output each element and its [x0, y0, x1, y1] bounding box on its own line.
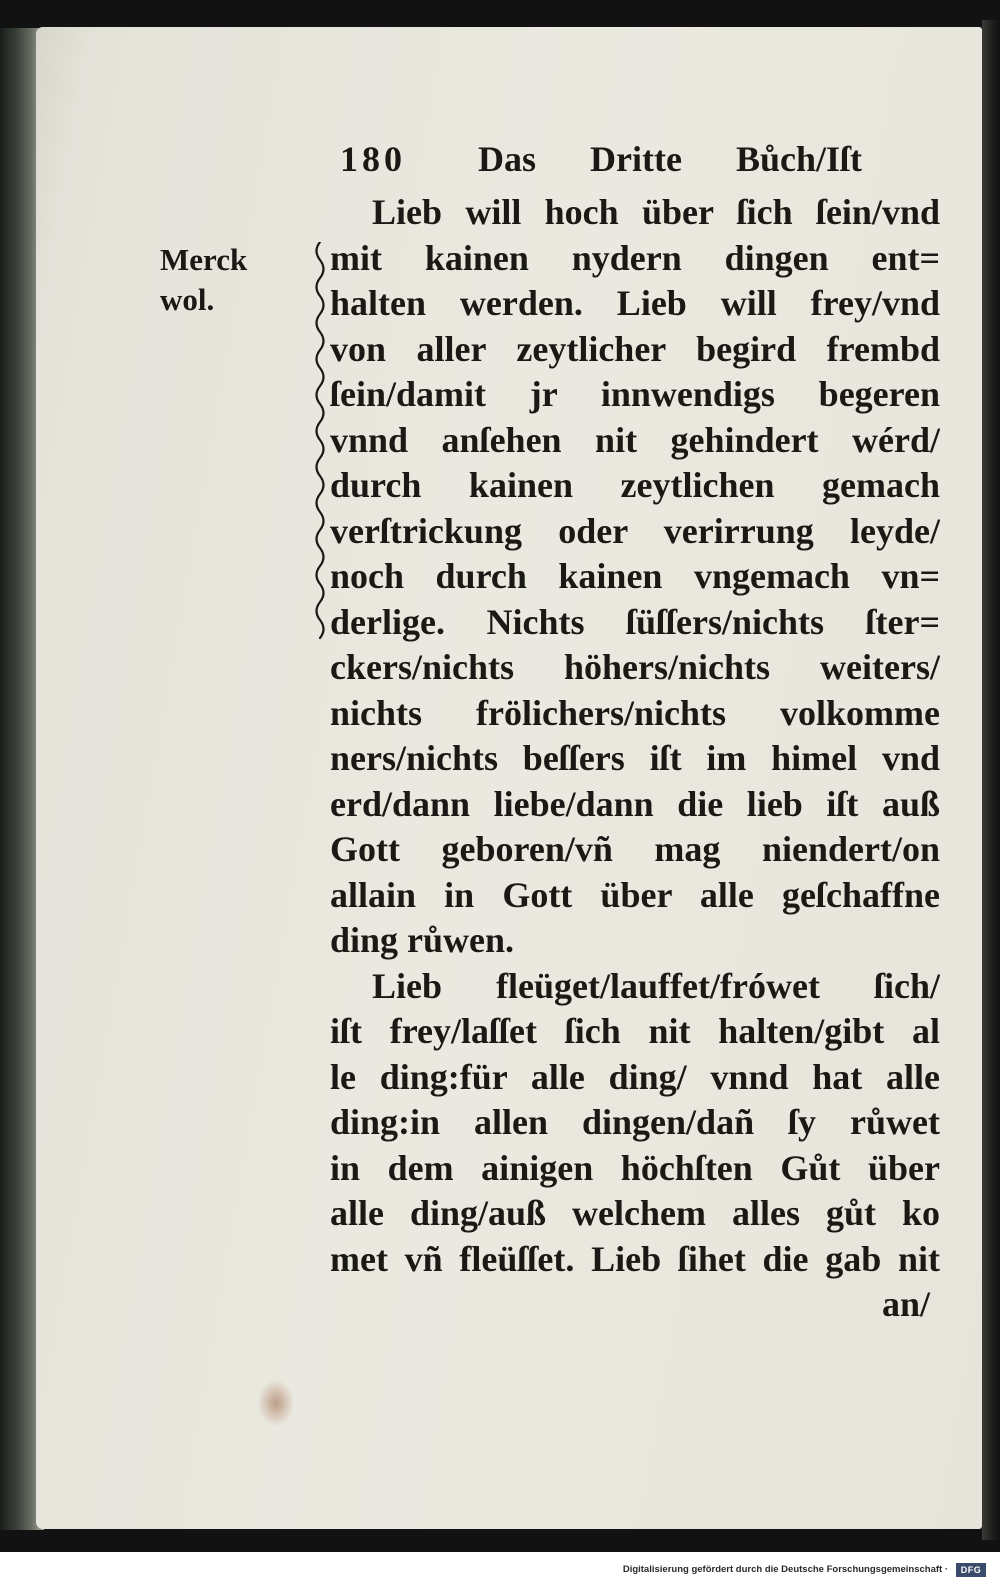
text-line: mit kainen nydern dingen ent=: [330, 237, 940, 278]
marginal-note-line: Merck: [160, 242, 248, 277]
running-head: [340, 136, 865, 182]
text-line: Lieb fleüget/lauffet/frówet ſich/: [372, 965, 940, 1006]
book-right-edge: [982, 20, 1000, 1540]
page-number: 180: [340, 139, 406, 179]
text-line: met vñ fleüſſet. Lieb ſihet die gab nit: [330, 1238, 940, 1279]
digitization-footer: [0, 1552, 1000, 1585]
text-column: [330, 190, 940, 1328]
text-line: iſt frey/laſſet ſich nit halten/gibt al: [330, 1011, 940, 1051]
text-line: in dem ainigen höchſten Gůt über: [330, 1147, 940, 1188]
paper-stain: [258, 1380, 294, 1426]
marginal-note-line: wol.: [160, 282, 215, 317]
text-line: halten werden. Lieb will frey/vnd: [330, 283, 940, 323]
catchword: an/: [881, 1284, 930, 1324]
marginal-brace: [308, 242, 332, 656]
text-line: durch kainen zeytlichen gemach: [330, 465, 940, 505]
text-line: Gott geboren/vñ mag niendert/on: [330, 829, 940, 869]
running-title: Das Dritte Bůch/Iſt: [478, 139, 862, 179]
text-line: von aller zeytlicher begird frembd: [330, 328, 940, 369]
text-line: ckers/nichts höhers/nichts weiters/: [330, 647, 940, 687]
text-line: alle ding/auß welchem alles gůt ko: [330, 1193, 940, 1233]
text-line: ding:in allen dingen/dañ ſy růwet: [330, 1102, 940, 1142]
text-line: verſtrickung oder verirrung leyde/: [330, 510, 940, 551]
text-line: ners/nichts beſſers iſt im himel vnd: [330, 738, 940, 778]
text-line: derlige. Nichts ſüſſers/nichts ſter=: [330, 601, 940, 642]
text-line: noch durch kainen vngemach vn=: [330, 556, 940, 596]
marginal-note: [160, 240, 290, 320]
text-line: le ding:für alle ding/ vnnd hat alle: [330, 1056, 940, 1097]
text-line: ſein/damit jr innwendigs begeren: [330, 374, 940, 414]
text-line: nichts frölichers/nichts volkomme: [330, 692, 940, 733]
paragraph: [330, 964, 940, 1283]
text-line: ding růwen.: [330, 920, 515, 960]
dfg-logo-icon: DFG: [956, 1563, 986, 1577]
paragraph: [330, 190, 940, 964]
text-line: Lieb will hoch über ſich ſein/vnd: [372, 192, 940, 232]
text-line: allain in Gott über alle geſchaffne: [330, 874, 940, 915]
funding-credit: Digitalisierung gefördert durch die Deutsche Forschungsgemeinschaft ·: [622, 1564, 948, 1575]
text-line: erd/dann liebe/dann die lieb iſt auß: [330, 783, 940, 824]
text-line: vnnd anſehen nit gehindert wérd/: [330, 419, 940, 460]
